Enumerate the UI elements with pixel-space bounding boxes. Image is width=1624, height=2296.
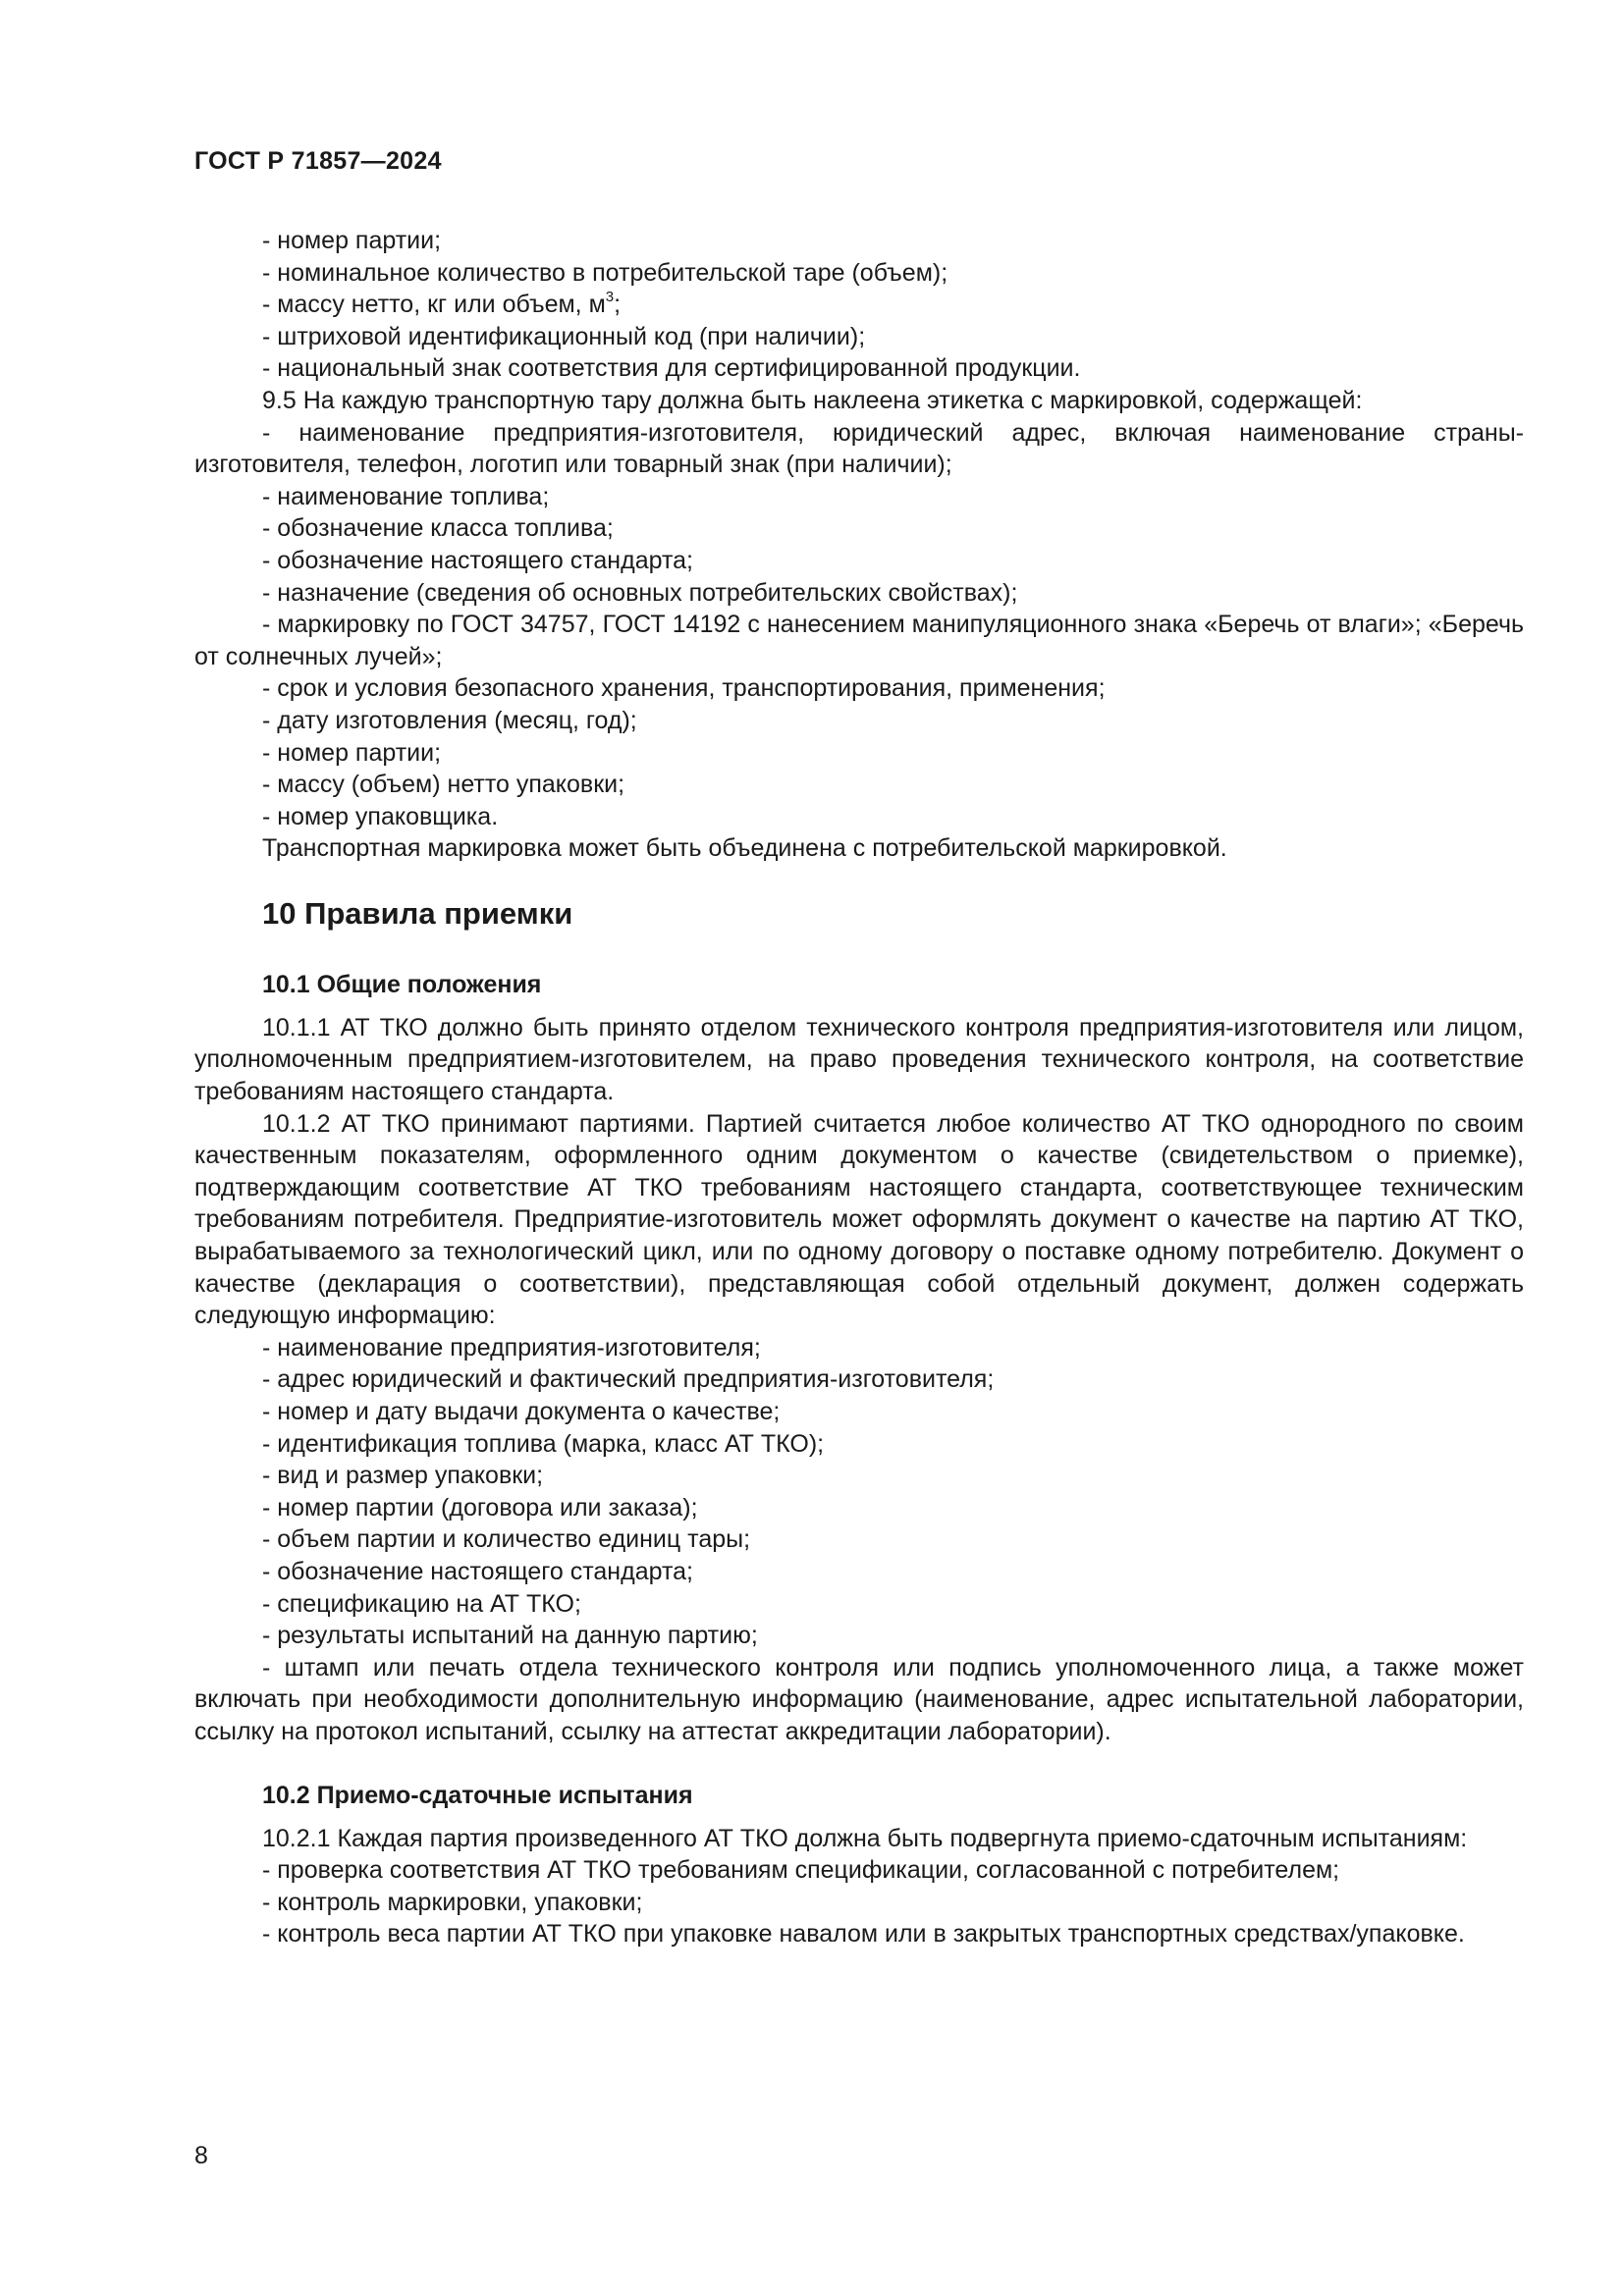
document-body	[194, 225, 1524, 1950]
list-item: - проверка соответствия АТ ТКО требованиям спецификации, согласованной с потребителем;	[262, 1856, 1340, 1885]
list-item: - штамп или печать отдела технического контроля или подпись уполномоченного лица, а также может включать при необходимости дополнительную информацию (наименование, адрес испытательной лаборатории, ссылку на протокол испытаний, ссылку на аттестат аккредитации лаборатории).	[194, 1653, 1524, 1745]
list-item: - наименование предприятия-изготовителя, юридический адрес, включая наименование страны-изготовителя, телефон, логотип или товарный знак (при наличии);	[194, 418, 1524, 479]
list-item-text: - массу нетто, кг или объем, м	[262, 291, 606, 319]
list-item: - идентификация топлива (марка, класс АТ ТКО);	[262, 1429, 825, 1458]
list-item: - наименование предприятия-изготовителя;	[262, 1333, 761, 1362]
clause-10-1-1: 10.1.1 АТ ТКО должно быть принято отделом технического контроля предприятия-изготовителя или лицом, уполномоченным предприятием-изготовителем, на право проведения технического контроля, на соответствие требованиям настоящего стандарта.	[194, 1013, 1524, 1106]
list-item: - спецификацию на АТ ТКО;	[262, 1589, 581, 1618]
list-item: - массу (объем) нетто упаковки;	[262, 771, 625, 799]
list-item: - номер партии;	[262, 738, 442, 767]
list-item: - адрес юридический и фактический предприятия-изготовителя;	[262, 1365, 995, 1394]
page-number: 8	[194, 2142, 208, 2169]
list-item: - контроль веса партии АТ ТКО при упаковке навалом или в закрытых транспортных средствах/упаковке.	[262, 1920, 1465, 1949]
clause-9-5: 9.5 На каждую транспортную тару должна быть наклеена этикетка с маркировкой, содержащей:	[262, 386, 1363, 414]
list-item	[194, 289, 1524, 321]
list-item: - обозначение класса топлива;	[262, 514, 614, 543]
superscript: 3	[605, 289, 615, 306]
list-item: - обозначение настоящего стандарта;	[262, 546, 693, 574]
punctuation: ;	[614, 291, 622, 319]
list-item: - дату изготовления (месяц, год);	[262, 706, 637, 734]
list-item: - объем партии и количество единиц тары;	[262, 1525, 751, 1554]
list-item: - назначение (сведения об основных потребительских свойствах);	[262, 578, 1018, 607]
list-item: - номер и дату выдачи документа о качестве;	[262, 1398, 781, 1425]
clause-10-1-2: 10.1.2 АТ ТКО принимают партиями. Партией считается любое количество АТ ТКО однородного по своим качественным показателям, оформленного одним документом о качестве (свидетельством о приемке), подтверждающим соответствие АТ ТКО требованиям настоящего стандарта, соответствующее техническим требованиям потребителя. Предприятие-изготовитель может оформлять документ о качестве на партию АТ ТКО, вырабатываемого за технологический цикл, или по одному договору о поставке одному потребителю. Документ о качестве (декларация о соответствии), представляющая собой отдельный документ, должен содержать следующую информацию:	[194, 1109, 1524, 1330]
list-item: - номер упаковщика.	[262, 802, 499, 830]
list-item: - наименование топлива;	[262, 482, 550, 510]
list-item: - номер партии (договора или заказа);	[262, 1493, 698, 1522]
list-item: - контроль маркировки, упаковки;	[262, 1888, 643, 1916]
subsection-10-1-heading: 10.1 Общие положения	[262, 970, 542, 998]
clause-10-2-1: 10.2.1 Каждая партия произведенного АТ ТКО должна быть подвергнута приемо-сдаточным испытаниям:	[262, 1824, 1468, 1852]
list-item: - номинальное количество в потребительской таре (объем);	[262, 258, 948, 287]
list-item: - номер партии;	[262, 227, 442, 254]
list-item: - вид и размер упаковки;	[262, 1462, 544, 1490]
list-item: - штриховой идентификационный код (при наличии);	[262, 322, 866, 350]
list-item: - национальный знак соответствия для сертифицированной продукции.	[262, 354, 1081, 383]
list-item: - обозначение настоящего стандарта;	[262, 1557, 693, 1585]
note-paragraph: Транспортная маркировка может быть объединена с потребительской маркировкой.	[262, 834, 1227, 863]
section-10-heading: 10 Правила приемки	[262, 895, 573, 931]
list-item: - маркировку по ГОСТ 34757, ГОСТ 14192 с нанесением манипуляционного знака «Беречь от влаги»; «Беречь от солнечных лучей»;	[194, 611, 1524, 670]
subsection-10-2-heading: 10.2 Приемо-сдаточные испытания	[262, 1781, 693, 1809]
list-item: - срок и условия безопасного хранения, транспортирования, применения;	[262, 674, 1106, 703]
document-code-header: ГОСТ Р 71857—2024	[194, 147, 442, 175]
list-item: - результаты испытаний на данную партию;	[262, 1622, 758, 1650]
